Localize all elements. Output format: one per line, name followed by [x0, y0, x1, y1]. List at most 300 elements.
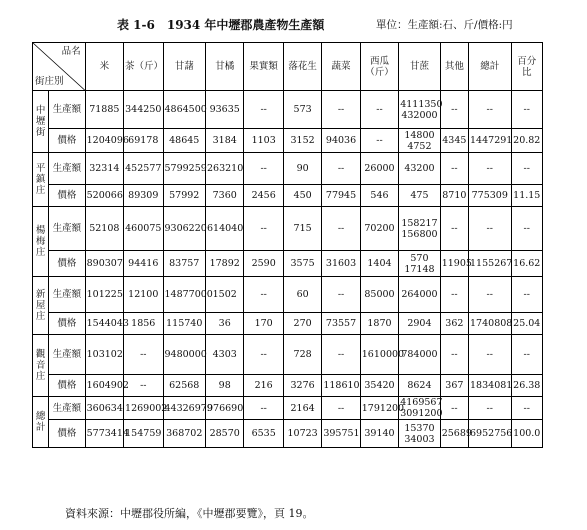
- table-row: [33, 335, 543, 375]
- column-header: [244, 43, 283, 91]
- cell-value: 4345: [442, 135, 467, 146]
- table-cell: [511, 420, 542, 448]
- table-cell: [283, 251, 321, 277]
- table-cell: [163, 129, 206, 153]
- table-title: 表 1-6 1934 年中壢郡農產物生產額: [117, 18, 325, 32]
- table-cell: [322, 153, 360, 185]
- table-cell: [206, 313, 244, 335]
- cell-value: 44326979: [164, 402, 213, 414]
- row-label: 生產額: [49, 397, 85, 420]
- cell-value: 39140: [364, 428, 395, 439]
- cell-value: 156800: [401, 228, 438, 240]
- cell-value: 8710: [442, 190, 467, 201]
- table-cell: [163, 277, 213, 313]
- row-label: 生產額: [49, 335, 85, 375]
- table-cell: [440, 153, 468, 185]
- cell-value: 450: [293, 190, 312, 201]
- table-cell: [469, 375, 512, 397]
- cell-value: 11.15: [513, 190, 541, 201]
- cell-value: 1502: [212, 289, 237, 300]
- table-cell: [511, 129, 542, 153]
- table-cell: [283, 277, 321, 313]
- table-cell: [283, 91, 321, 129]
- cell-value: 475: [410, 190, 429, 201]
- table-cell: [283, 129, 321, 153]
- town-name-char: 中: [35, 105, 46, 116]
- cell-value: 2164: [290, 402, 315, 414]
- cell-value: 1155267: [470, 258, 513, 269]
- column-header: [322, 43, 360, 91]
- table-cell: [511, 185, 542, 207]
- cell-value: 94036: [325, 135, 357, 146]
- cell-value: 9306220: [164, 223, 207, 234]
- table-cell: [399, 185, 440, 207]
- cell-value: 1269002: [125, 402, 168, 414]
- table-cell: [244, 375, 283, 397]
- cell-value: 90: [296, 163, 309, 174]
- column-header: [124, 43, 163, 91]
- table-cell: [85, 335, 123, 375]
- row-label: 價格: [49, 129, 85, 153]
- table-cell: [322, 335, 360, 375]
- table-cell: [124, 397, 168, 420]
- table-cell: [124, 313, 163, 335]
- cell-value: 976690: [207, 402, 244, 414]
- cell-value: --: [523, 289, 530, 300]
- column-header-text: 蔬菜: [331, 61, 351, 72]
- table-cell: [399, 251, 440, 277]
- table-cell: [85, 420, 129, 448]
- table-cell: [322, 251, 360, 277]
- column-header-text: 其他: [444, 61, 464, 72]
- table-cell: [440, 251, 472, 277]
- cell-value: 43200: [404, 163, 435, 174]
- table-cell: [469, 420, 512, 448]
- table-cell: [85, 375, 129, 397]
- table-cell: [206, 335, 244, 375]
- table-cell: [399, 420, 440, 448]
- production-table: [32, 42, 543, 448]
- table-cell: [283, 420, 321, 448]
- column-header-text: 茶（斤）: [125, 61, 164, 72]
- table-cell: [322, 313, 360, 335]
- cell-value: --: [451, 104, 458, 115]
- table-cell: [360, 207, 398, 251]
- cell-value: 9480000: [164, 349, 207, 360]
- cell-value: 3184: [212, 135, 237, 146]
- table-cell: [244, 153, 283, 185]
- cell-value: 16.62: [513, 258, 541, 269]
- cell-value: 115740: [166, 318, 203, 329]
- table-cell: [469, 153, 512, 185]
- town-name: [33, 335, 49, 397]
- column-header: [85, 43, 123, 91]
- cell-value: --: [486, 402, 493, 414]
- row-label: 價格: [49, 420, 85, 448]
- table-cell: [360, 91, 398, 129]
- cell-value: 395751: [323, 428, 360, 439]
- town-name-char: 觀: [35, 349, 46, 360]
- table-cell: [511, 91, 542, 129]
- cell-value: 263210: [207, 163, 244, 174]
- table-row: [33, 185, 543, 207]
- table-cell: [206, 129, 244, 153]
- column-header-text: 甘藷: [174, 61, 194, 72]
- cell-value: 28570: [209, 428, 240, 439]
- table-cell: [206, 91, 244, 129]
- row-label: 生產額: [49, 91, 85, 129]
- town-name-char: 庄: [35, 185, 46, 196]
- cell-value: 1791200: [361, 402, 405, 414]
- unit-note: 單位：生產額:石、斤/價格:円: [376, 19, 513, 31]
- cell-value: 85000: [364, 289, 395, 300]
- cell-value: 98: [218, 380, 231, 391]
- cell-value: 11905: [441, 258, 472, 269]
- cell-value: --: [337, 289, 345, 300]
- table-cell: [124, 375, 163, 397]
- source-note: 資料來源：中壢郡役所編，《中壢郡要覽》，頁 19。: [65, 507, 314, 520]
- table-cell: [124, 91, 163, 129]
- cell-value: 17892: [209, 258, 240, 269]
- cell-value: 3152: [290, 135, 315, 146]
- table-cell: [244, 129, 283, 153]
- cell-value: 264000: [401, 289, 438, 300]
- table-row: [33, 129, 543, 153]
- town-name: [33, 153, 49, 207]
- table-cell: [283, 153, 321, 185]
- column-header: [206, 43, 244, 91]
- cell-value: 57992: [169, 190, 200, 201]
- table-row: [33, 397, 543, 420]
- table-cell: [283, 207, 321, 251]
- cell-value: --: [337, 349, 345, 360]
- column-header: [163, 43, 206, 91]
- table-cell: [469, 397, 512, 420]
- cell-value: --: [337, 104, 345, 115]
- cell-value: --: [260, 402, 267, 414]
- table-cell: [244, 277, 283, 313]
- table-cell: [469, 313, 512, 335]
- town-name: [33, 207, 49, 277]
- header-row: [33, 43, 543, 91]
- cell-value: --: [260, 163, 267, 174]
- table-cell: [206, 153, 244, 185]
- cell-value: 460075: [125, 223, 162, 234]
- cell-value: 25.04: [513, 318, 541, 329]
- cell-value: --: [451, 349, 458, 360]
- column-header-text: （斤）: [365, 66, 394, 78]
- table-cell: [399, 91, 443, 129]
- table-cell: [469, 335, 512, 375]
- cell-value: --: [523, 163, 530, 174]
- column-header-text: 甘橘: [215, 61, 235, 72]
- column-header: [399, 43, 440, 91]
- table-row: [33, 153, 543, 185]
- cell-value: 2904: [407, 318, 432, 329]
- table-cell: [244, 335, 283, 375]
- table-row: [33, 420, 543, 448]
- row-label: 生產額: [49, 207, 85, 251]
- cell-value: 4169567: [400, 397, 443, 408]
- cell-value: --: [260, 289, 267, 300]
- table-cell: [322, 397, 360, 420]
- table-cell: [511, 207, 542, 251]
- cell-value: 20.82: [513, 135, 541, 146]
- table-cell: [469, 185, 512, 207]
- cell-value: --: [451, 223, 458, 234]
- cell-value: 1544043: [86, 318, 129, 329]
- table-cell: [511, 277, 542, 313]
- cell-value: 89309: [128, 190, 159, 201]
- table-cell: [163, 251, 206, 277]
- cell-value: --: [140, 380, 147, 391]
- table-cell: [469, 251, 512, 277]
- table-cell: [244, 185, 283, 207]
- table-cell: [360, 129, 398, 153]
- table-cell: [399, 313, 440, 335]
- town-name-char: 梅: [35, 236, 46, 247]
- table-cell: [511, 397, 542, 420]
- table-cell: [244, 420, 283, 448]
- table-cell: [469, 91, 512, 129]
- cell-value: 77945: [325, 190, 357, 201]
- table-cell: [399, 375, 440, 397]
- cell-value: 15370: [404, 422, 435, 434]
- cell-value: 570: [410, 252, 429, 264]
- cell-value: 154759: [125, 428, 162, 439]
- cell-value: --: [486, 104, 493, 115]
- cell-value: 158217: [401, 217, 438, 229]
- town-name-char: 計: [35, 422, 46, 433]
- table-cell: [469, 277, 512, 313]
- cell-value: 6535: [251, 428, 276, 439]
- cell-value: 270: [293, 318, 312, 329]
- cell-value: 17148: [404, 263, 435, 275]
- table-cell: [124, 251, 163, 277]
- cell-value: 1604902: [86, 380, 129, 391]
- cell-value: 520066: [86, 190, 123, 201]
- table-cell: [283, 335, 321, 375]
- town-name: [33, 277, 49, 335]
- cell-value: 360634: [86, 402, 123, 414]
- row-label: 價格: [49, 251, 85, 277]
- cell-value: 5799259: [164, 163, 207, 174]
- table-row: [33, 277, 543, 313]
- table-cell: [360, 185, 398, 207]
- cell-value: --: [523, 223, 530, 234]
- table-cell: [244, 313, 283, 335]
- column-header-text: 西瓜: [369, 55, 389, 67]
- cell-value: 93635: [209, 104, 240, 115]
- cell-value: 52108: [89, 223, 120, 234]
- cell-value: 4752: [407, 140, 432, 152]
- table-cell: [511, 313, 542, 335]
- cell-value: 344250: [125, 104, 162, 115]
- table-cell: [85, 185, 123, 207]
- table-cell: [360, 313, 398, 335]
- table-cell: [440, 91, 468, 129]
- town-name-char: 鎮: [35, 174, 46, 185]
- cell-value: 368702: [166, 428, 203, 439]
- cell-value: 432000: [401, 109, 438, 121]
- cell-value: 34003: [404, 433, 435, 445]
- table-cell: [124, 335, 163, 375]
- table-cell: [399, 207, 440, 251]
- column-header-text: 總計: [480, 61, 500, 72]
- cell-value: 715: [293, 223, 312, 234]
- table-cell: [206, 397, 244, 420]
- table-cell: [206, 251, 244, 277]
- table-cell: [283, 313, 321, 335]
- cell-value: 14800: [404, 129, 435, 141]
- cell-value: 35420: [364, 380, 395, 391]
- cell-value: 94416: [128, 258, 159, 269]
- table-row: [33, 91, 543, 129]
- cell-value: 26.38: [513, 380, 541, 391]
- table-cell: [124, 207, 163, 251]
- table-cell: [322, 129, 360, 153]
- table-cell: [399, 153, 440, 185]
- table-cell: [440, 313, 468, 335]
- cell-value: 31603: [325, 258, 357, 269]
- cell-value: 83757: [169, 258, 200, 269]
- table-cell: [244, 207, 283, 251]
- cell-value: 367: [445, 380, 464, 391]
- table-cell: [440, 129, 468, 153]
- table-cell: [124, 129, 163, 153]
- table-cell: [511, 375, 542, 397]
- cell-value: --: [523, 104, 530, 115]
- town-name-char: 壢: [35, 116, 46, 127]
- cell-value: 12100: [128, 289, 159, 300]
- cell-value: 1204096: [86, 135, 129, 146]
- town-name-char: 楊: [35, 225, 46, 236]
- cell-value: 3091200: [400, 408, 443, 419]
- table-cell: [440, 420, 472, 448]
- table-cell: [399, 335, 440, 375]
- column-header: [469, 43, 512, 91]
- table-row: [33, 313, 543, 335]
- corner-header: [33, 43, 86, 91]
- column-header: [511, 43, 542, 91]
- column-header-text: 米: [99, 61, 110, 72]
- cell-value: 784000: [401, 349, 438, 360]
- cell-value: 14877000: [164, 289, 213, 300]
- town-name: [33, 397, 49, 448]
- cell-value: 8624: [407, 380, 432, 391]
- cell-value: 573: [293, 104, 312, 115]
- cell-value: 362: [445, 318, 464, 329]
- table-cell: [469, 207, 512, 251]
- cell-value: 6952756: [470, 428, 513, 439]
- cell-value: 10723: [287, 428, 318, 439]
- cell-value: 1870: [367, 318, 392, 329]
- table-cell: [124, 185, 163, 207]
- column-header-text: 比: [522, 66, 532, 78]
- cell-value: 170: [254, 318, 273, 329]
- cell-value: 25689: [441, 428, 472, 439]
- cell-value: 32314: [89, 163, 120, 174]
- column-header: [360, 43, 398, 91]
- cell-value: 1103: [251, 135, 276, 146]
- table-cell: [85, 129, 129, 153]
- table-cell: [322, 375, 360, 397]
- table-cell: [399, 129, 440, 153]
- table-cell: [124, 420, 163, 448]
- table-cell: [399, 277, 440, 313]
- table-cell: [511, 335, 542, 375]
- cell-value: 1404: [367, 258, 392, 269]
- table-cell: [85, 397, 123, 420]
- cell-value: 7360: [212, 190, 237, 201]
- cell-value: 3575: [290, 258, 315, 269]
- town-name-char: 庄: [35, 371, 46, 382]
- table-cell: [85, 91, 123, 129]
- table-cell: [322, 207, 360, 251]
- cell-value: 216: [254, 380, 273, 391]
- table-cell: [440, 397, 468, 420]
- cell-value: 26000: [364, 163, 395, 174]
- town-name-char: 庄: [35, 247, 46, 258]
- row-label: 生產額: [49, 153, 85, 185]
- table-cell: [360, 397, 405, 420]
- table-cell: [163, 185, 206, 207]
- cell-value: --: [451, 163, 458, 174]
- cell-value: --: [260, 223, 267, 234]
- cell-value: 1447291: [470, 135, 513, 146]
- cell-value: 101225: [86, 289, 123, 300]
- cell-value: 70200: [364, 223, 395, 234]
- cell-value: --: [451, 402, 458, 414]
- row-label: 價格: [49, 313, 85, 335]
- cell-value: --: [486, 289, 493, 300]
- cell-value: 2456: [251, 190, 276, 201]
- cell-value: --: [486, 349, 493, 360]
- table-cell: [360, 153, 398, 185]
- table-cell: [511, 251, 542, 277]
- town-name-char: 新: [35, 289, 46, 300]
- table-cell: [511, 153, 542, 185]
- table-cell: [85, 251, 123, 277]
- town-name-char: 屋: [35, 300, 46, 311]
- cell-value: 4111350: [400, 98, 443, 110]
- table-cell: [163, 420, 206, 448]
- table-cell: [283, 397, 321, 420]
- cell-value: 103102: [86, 349, 123, 360]
- cell-value: 546: [370, 190, 389, 201]
- table-cell: [206, 375, 244, 397]
- table-cell: [283, 185, 321, 207]
- table-cell: [85, 277, 123, 313]
- table-cell: [85, 313, 129, 335]
- row-label: 價格: [49, 185, 85, 207]
- cell-value: 1610000: [361, 349, 405, 360]
- table-cell: [163, 397, 213, 420]
- cell-value: --: [486, 223, 493, 234]
- cell-value: --: [260, 349, 267, 360]
- town-name-char: 音: [35, 360, 46, 371]
- table-cell: [440, 375, 468, 397]
- town-name-char: 庄: [35, 311, 46, 322]
- table-cell: [440, 185, 468, 207]
- cell-value: 4303: [212, 349, 237, 360]
- cell-value: 775309: [471, 190, 508, 201]
- cell-value: 69178: [128, 135, 159, 146]
- cell-value: --: [140, 349, 147, 360]
- cell-value: 728: [293, 349, 312, 360]
- table-cell: [163, 313, 206, 335]
- table-body: [33, 91, 543, 448]
